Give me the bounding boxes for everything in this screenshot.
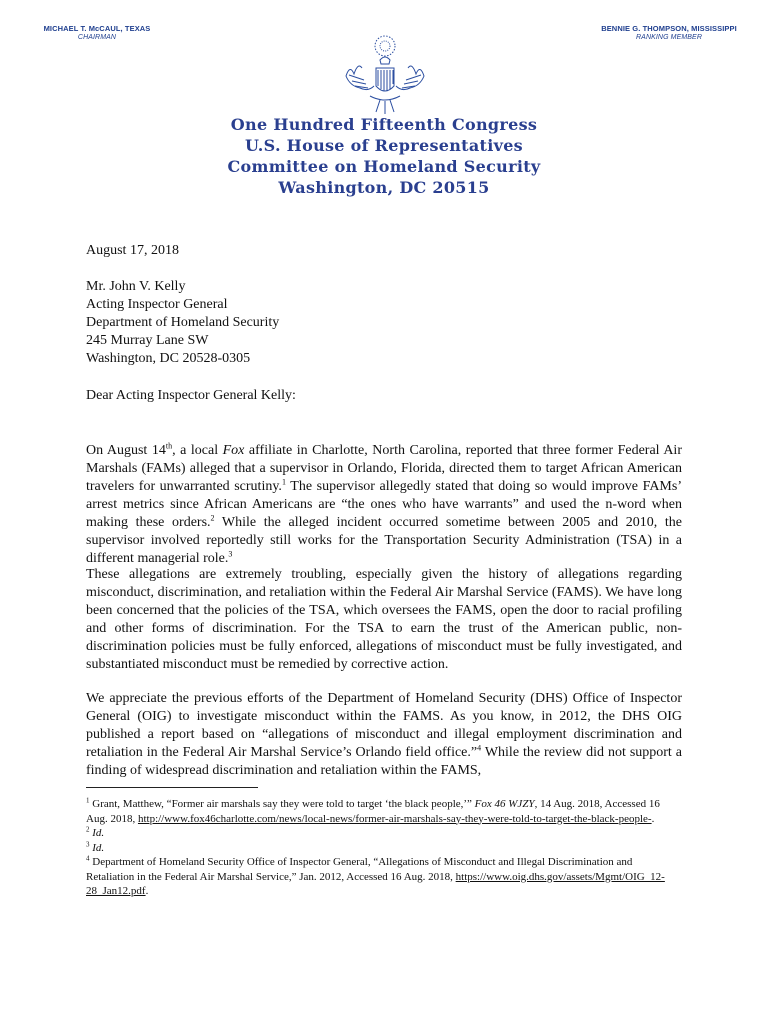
- chairman-block: [36, 24, 158, 42]
- ranking-member-title: RANKING MEMBER: [636, 34, 702, 41]
- footnote-ref: 2: [210, 513, 215, 523]
- body-paragraph-2: These allegations are extremely troubling, especially given the history of allegations regarding misconduct, discrimination, and retaliation within the Federal Air Marshal Service (FAMS). We have long been concerned that the policies of the TSA, which oversees the FAMS, open the door to racial profiling and other forms of discrimination. For the TSA to earn the trust of the American public, non-discrimination policies must be fully enforced, allegations of misconduct must be fully investigated, and substantiated misconduct must be remedied by corrective action.: [86, 567, 682, 672]
- recipient-address: [86, 278, 279, 368]
- city-line: Washington, DC 20515: [278, 178, 490, 197]
- body-paragraph-1: On August 14th, a local Fox affiliate in Charlotte, North Carolina, reported that three former Federal Air Marshals (FAMs) alleged that a supervisor in Orlando, Florida, directed them to target African American travelers for unwarranted scrutiny.$^1$ The supervisor allegedly stated that doing so would improve FAMs’ arrest metrics since African Americans are “the ones who have warrants” and used the n-word when making these orders.$^2$ While the alleged incident occurred sometime between 2005 and 2010, the supervisor involved reportedly still works for the Transportation Security Administration (TSA) in a different managerial role.$^3$: [86, 441, 682, 566]
- footnote-4-link[interactable]: https://www.oig.dhs.gov/assets/Mgmt/OIG_12-28_Jan12.pdf: [86, 870, 665, 897]
- committee-line: Committee on Homeland Security: [227, 157, 541, 176]
- seal-stars: [375, 36, 395, 56]
- footnote-2: $^2$ Id.: [86, 825, 105, 839]
- recipient-street: 245 Murray Lane SW: [86, 333, 209, 348]
- letter-date: August 17, 2018: [86, 243, 179, 258]
- recipient-city: Washington, DC 20528-0305: [86, 351, 251, 366]
- footnote-3: $^3$ Id.: [86, 839, 105, 854]
- seal-scroll: [370, 96, 400, 100]
- footnote-ref: 4: [477, 743, 482, 753]
- footnotes: [86, 797, 682, 899]
- chairman-name: MICHAEL T. McCAUL, TEXAS: [43, 24, 151, 33]
- footnote-1: $^1$ Grant, Matthew, “Former air marshals say they were told to target ‘the black people,’” Fox 46 WJZY, 14 Aug. 2018, Accessed 16 Aug. 2018, http://www.fox46charlotte.com/news/local-news/former-air-marshals-say-they-were-told-to-target-the-black-people-.: [86, 796, 660, 825]
- recipient-title: Acting Inspector General: [86, 297, 228, 312]
- body-paragraph-3: We appreciate the previous efforts of the Department of Homeland Security (DHS) Office of Inspector General (OIG) to investigate misconduct within the FAMS. As you know, in 2012, the DHS OIG published a report based on “allegations of misconduct and illegal employment discrimination and retaliation in the Federal Air Marshal Service’s Orlando field office.”$^4$ While the review did not support a finding of widespread discrimination and retaliation within the FAMS,: [86, 691, 682, 778]
- footnote-divider: [86, 787, 258, 788]
- seal-shield: [376, 68, 394, 91]
- seal-left-wing: [346, 66, 374, 90]
- house-line: U.S. House of Representatives: [245, 136, 523, 155]
- footnote-ref: 3: [228, 549, 233, 559]
- chairman-title: CHAIRMAN: [77, 34, 117, 41]
- seal-eagle-head: [380, 57, 390, 64]
- footnote-ref: 1: [281, 477, 286, 487]
- congress-line: One Hundred Fifteenth Congress: [230, 115, 538, 134]
- ranking-member-name: BENNIE G. THOMPSON, MISSISSIPPI: [601, 24, 737, 33]
- ranking-member-block: [600, 24, 738, 42]
- seal-right-wing: [396, 66, 424, 90]
- committee-heading: [200, 114, 568, 198]
- great-seal-eagle-icon: [340, 34, 430, 118]
- seal-tail: [376, 100, 394, 114]
- recipient-department: Department of Homeland Security: [86, 315, 280, 330]
- recipient-name: Mr. John V. Kelly: [86, 279, 186, 294]
- salutation: Dear Acting Inspector General Kelly:: [86, 388, 296, 403]
- footnote-4: $^4$ Department of Homeland Security Office of Inspector General, “Allegations of Misconduct and Illegal Discrimination and Retaliation in the Federal Air Marshal Service,” Jan. 2012, Accessed 16 Aug. 2018, https://www.oig.dhs.gov/assets/Mgmt/OIG_12-28_Jan12.pdf.: [86, 854, 665, 897]
- footnote-1-link[interactable]: http://www.fox46charlotte.com/news/local-news/former-air-marshals-say-they-were-told-to-target-the-black-people-: [137, 812, 652, 825]
